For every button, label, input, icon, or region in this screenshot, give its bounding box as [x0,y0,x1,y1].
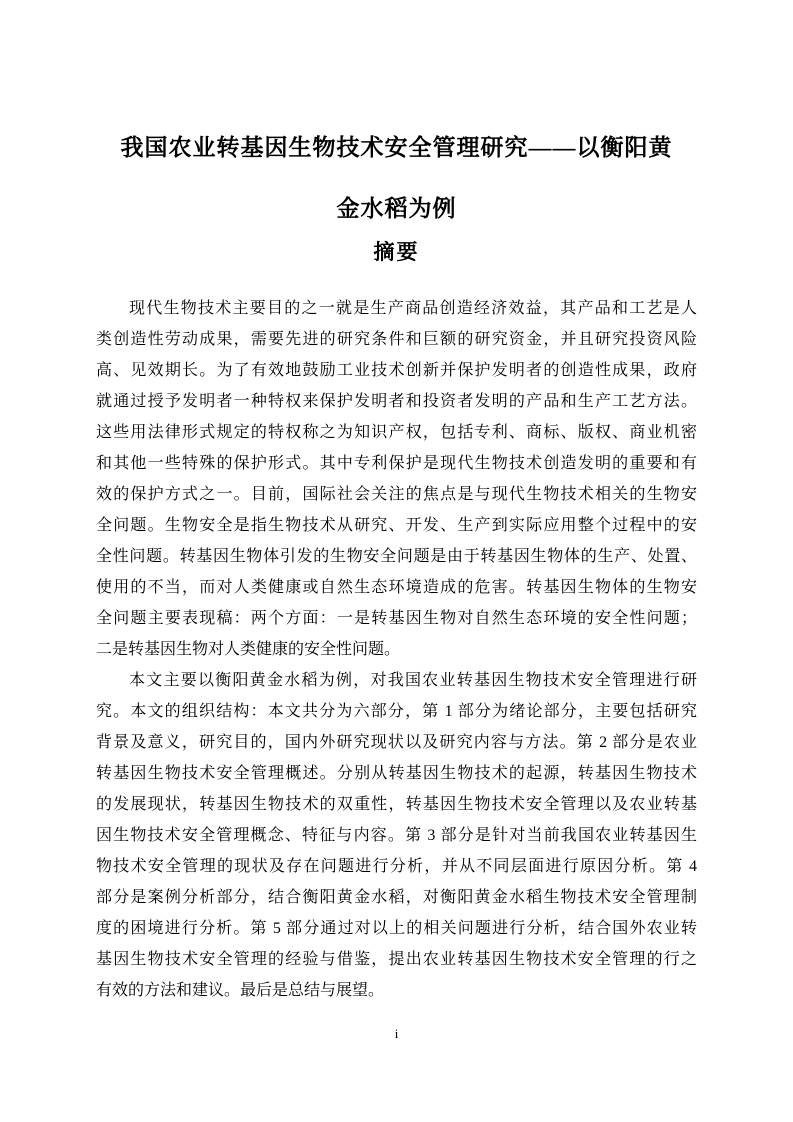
paragraph-line: 和其他一些特殊的保护形式。其中专利保护是现代生物技术创造发明的重要和有 [96,455,697,472]
paragraph-line: 部分是案例分析部分，结合衡阳黄金水稻，对衡阳黄金水稻生物技术安全管理制 [96,889,697,906]
paragraph-line: 全性问题。转基因生物体引发的生物安全问题是由于转基因生物体的生产、处置、 [96,548,697,565]
abstract-body [96,293,697,1006]
paragraph-line: 就通过授予发明者一种特权来保护发明者和投资者发明的产品和生产工艺方法。 [96,393,697,410]
paragraph-line: 本文主要以衡阳黄金水稻为例，对我国农业转基因生物技术安全管理进行研 [129,672,697,689]
paragraph-line: 全问题。生物安全是指生物技术从研究、开发、生产到实际应用整个过程中的安 [96,517,697,534]
abstract-paragraph-2 [96,665,697,1006]
paragraph-line: 现代生物技术主要目的之一就是生产商品创造经济效益，其产品和工艺是人 [129,300,697,317]
paragraph-line: 的发展现状，转基因生物技术的双重性，转基因生物技术安全管理以及农业转基 [96,796,697,813]
abstract-paragraph-1 [96,293,697,665]
paragraph-line: 高、见效期长。为了有效地鼓励工业技术创新并保护发明者的创造性成果，政府 [96,362,697,379]
paragraph-line: 物技术安全管理的现状及存在问题进行分析，并从不同层面进行原因分析。第 4 [96,858,697,875]
paragraph-line: 使用的不当，而对人类健康或自然生态环境造成的危害。转基因生物体的生物安 [96,579,697,596]
paragraph-line: 类创造性劳动成果，需要先进的研究条件和巨额的研究资金，并且研究投资风险 [96,331,697,348]
paragraph-line: 基因生物技术安全管理的经验与借鉴，提出农业转基因生物技术安全管理的行之 [96,951,697,968]
paragraph-line: 这些用法律形式规定的特权称之为知识产权，包括专利、商标、版权、商业机密 [96,424,697,441]
document-title-line-2: 金水稻为例 [336,196,457,221]
paragraph-line: 究。本文的组织结构：本文共分为六部分，第 1 部分为绪论部分，主要包括研究 [96,703,697,720]
paragraph-line: 度的困境进行分析。第 5 部分通过对以上的相关问题进行分析，结合国外农业转 [96,920,697,937]
paragraph-line: 因生物技术安全管理概念、特征与内容。第 3 部分是针对当前我国农业转基因生 [96,827,697,844]
abstract-heading: 摘要 [373,240,420,264]
document-title [96,0,697,239]
document-title-line-1: 我国农业转基因生物技术安全管理研究——以衡阳黄 [120,135,673,160]
paragraph-line: 全问题主要表现稿：两个方面：一是转基因生物对自然生态环境的安全性问题； [96,610,697,627]
page-content [96,0,697,1006]
paragraph-line: 效的保护方式之一。目前，国际社会关注的焦点是与现代生物技术相关的生物安 [96,486,697,503]
paragraph-line: 有效的方法和建议。最后是总结与展望。 [96,982,385,999]
page-number: i [394,1026,399,1041]
paragraph-line: 二是转基因生物对人类健康的安全性问题。 [96,641,401,658]
paragraph-line: 背景及意义，研究目的，国内外研究现状以及研究内容与方法。第 2 部分是农业 [96,734,697,751]
paragraph-line: 转基因生物技术安全管理概述。分别从转基因生物技术的起源，转基因生物技术 [96,765,697,782]
